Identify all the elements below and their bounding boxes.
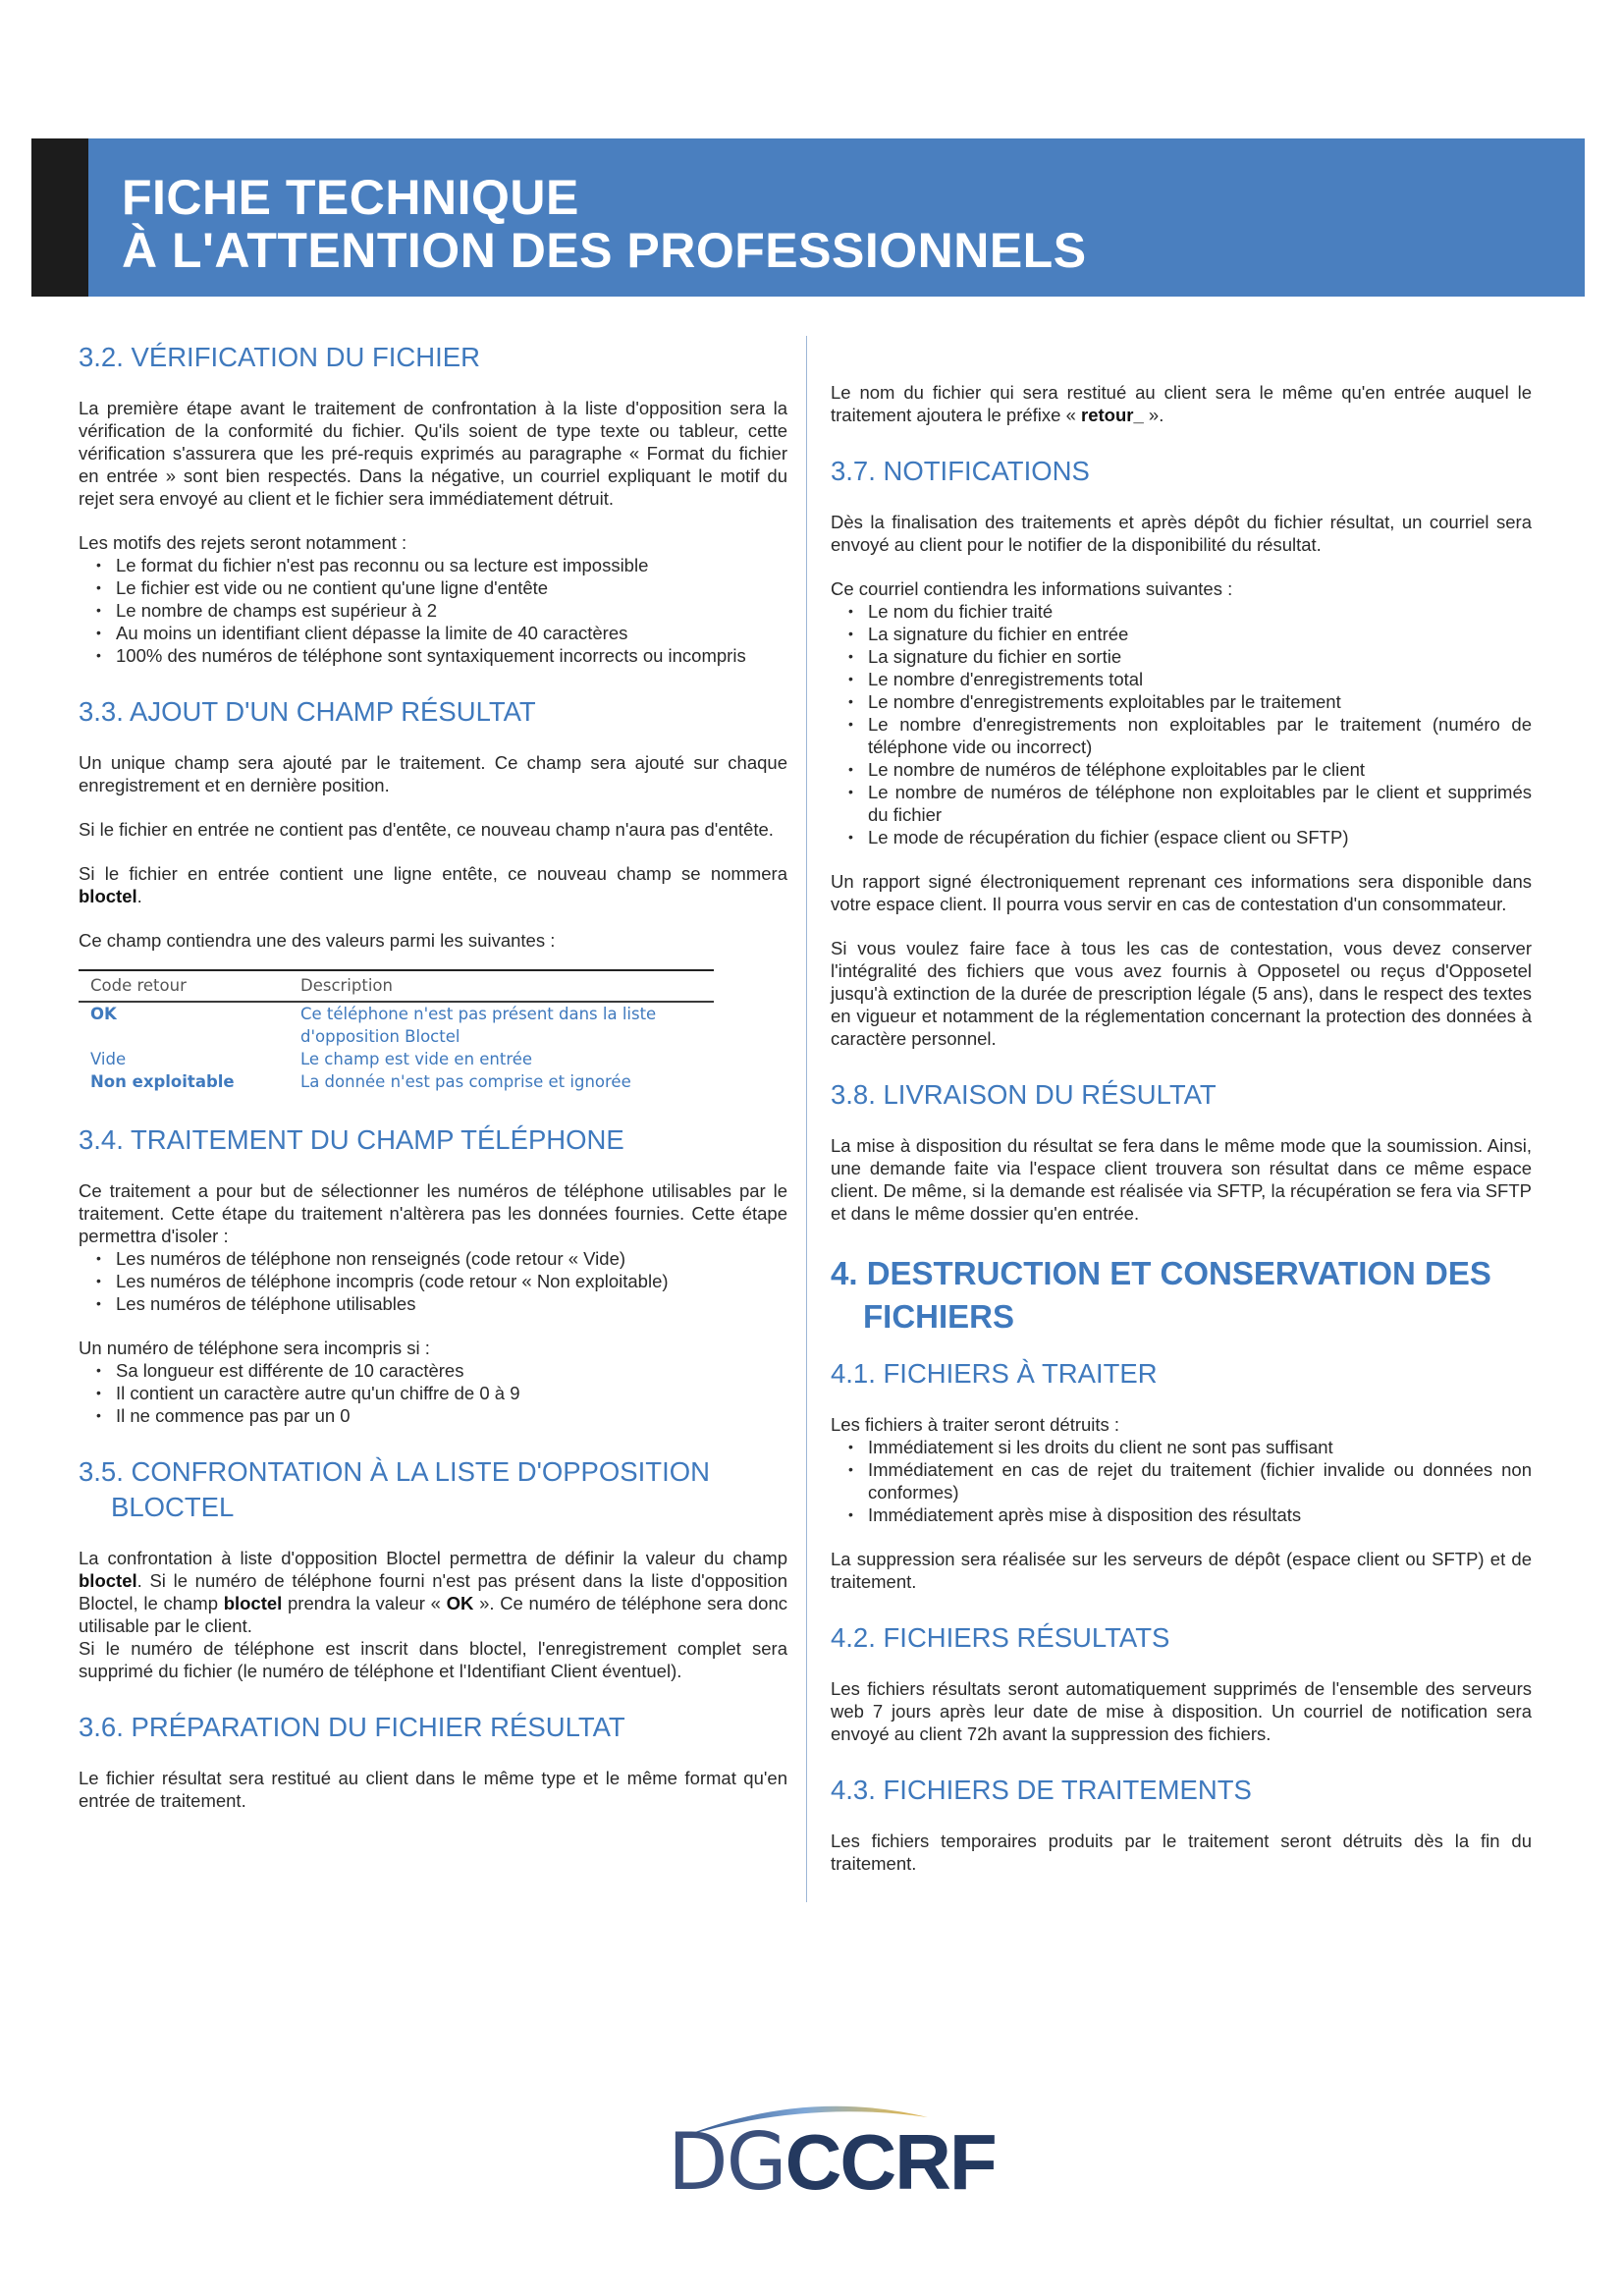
list-item: • Au moins un identifiant client dépasse la limite de 40 caractères: [116, 622, 787, 644]
list-item: • Le nombre de numéros de téléphone exploitables par le client: [868, 758, 1532, 781]
left-column: [79, 340, 787, 1839]
header-banner: [31, 138, 1585, 297]
cell-code: Non exploitable: [90, 1072, 235, 1091]
column-header-code: Code retour: [79, 970, 289, 1002]
phone-categories-list: [79, 1247, 787, 1315]
list-item: • Il ne commence pas par un 0: [116, 1404, 787, 1427]
bold-term: bloctel: [223, 1593, 283, 1613]
logo-wordmark: [668, 2116, 996, 2208]
section-4-title: [831, 1252, 1532, 1339]
invalid-phone-rules-list: [79, 1359, 787, 1427]
section-3-2-title: 3.2. VÉRIFICATION DU FICHIER: [79, 342, 480, 372]
section-4-2-title: 4.2. FICHIERS RÉSULTATS: [831, 1622, 1170, 1653]
list-item: • Sa longueur est différente de 10 caractères: [116, 1359, 787, 1382]
title-line: FICHIERS: [863, 1298, 1015, 1335]
cell-description: Ce téléphone n'est pas présent dans la liste d'opposition Bloctel: [300, 1005, 657, 1046]
section-3-7-paragraph-2: Ce courriel contiendra les informations suivantes :: [831, 578, 1233, 599]
section-3-5-paragraph-1: [79, 1547, 787, 1637]
list-item: • Les numéros de téléphone incompris (code retour « Non exploitable): [116, 1270, 787, 1292]
section-3-5: [79, 1454, 787, 1682]
list-item: • Le fichier est vide ou ne contient qu'une ligne d'entête: [116, 576, 787, 599]
files-destroyed-list: [831, 1436, 1532, 1526]
list-item: • Le nombre d'enregistrements total: [868, 668, 1532, 690]
section-4-3: [831, 1773, 1532, 1875]
title-line: 4. DESTRUCTION ET CONSERVATION DES: [831, 1255, 1491, 1291]
text-run: ». Ce numéro de téléphone sera donc utilisable par le client.: [79, 1593, 787, 1636]
section-4-1-title: 4.1. FICHIERS À TRAITER: [831, 1358, 1158, 1389]
list-item: • Le nombre de champs est supérieur à 2: [116, 599, 787, 622]
section-3-4-paragraph-1: Ce traitement a pour but de sélectionner les numéros de téléphone utilisables par le traitement. Cette étape du traitement n'altèrera pas les données fournies. Cette étape permettra d'isoler :: [79, 1180, 787, 1246]
bold-term: OK: [446, 1593, 474, 1613]
return-codes-table: [79, 969, 714, 1093]
section-3-6-paragraph-1: Le fichier résultat sera restitué au client dans le même type et le même format qu'en entrée de traitement.: [79, 1768, 787, 1811]
list-item: • Les numéros de téléphone non renseignés (code retour « Vide): [116, 1247, 787, 1270]
table-header-row: [79, 970, 714, 1002]
list-item: • Le nombre d'enregistrements exploitables par le traitement: [868, 690, 1532, 713]
list-item: • Le nombre de numéros de téléphone non exploitables par le client et supprimés du fichier: [868, 781, 1532, 826]
section-3-4-title: 3.4. TRAITEMENT DU CHAMP TÉLÉPHONE: [79, 1124, 624, 1155]
list-item: • Immédiatement en cas de rejet du traitement (fichier invalide ou données non conformes): [868, 1458, 1532, 1503]
section-3-8-title: 3.8. LIVRAISON DU RÉSULTAT: [831, 1079, 1217, 1110]
list-item: • Le nombre d'enregistrements non exploitables par le traitement (numéro de téléphone vide ou incorrect): [868, 713, 1532, 758]
list-item: • Le nom du fichier traité: [868, 600, 1532, 623]
section-4-3-paragraph-1: Les fichiers temporaires produits par le traitement seront détruits dès la fin du traitement.: [831, 1831, 1532, 1874]
section-3-3-paragraph-2: Si le fichier en entrée ne contient pas d'entête, ce nouveau champ n'aura pas d'entête.: [79, 819, 774, 840]
section-3-7-paragraph-4: Si vous voulez faire face à tous les cas de contestation, vous devez conserver l'intégralité des fichiers que vous avez fournis à Opposetel ou reçus d'Opposetel jusqu'à extinction de la durée de prescription légale (5 ans), dans le respect des textes en vigueur et notamment de la réglementation concernant la protection des données à caractère personnel.: [831, 938, 1532, 1049]
cell-description: Le champ est vide en entrée: [300, 1050, 533, 1068]
bold-term: bloctel: [79, 1570, 137, 1591]
title-line-2: À L'ATTENTION DES PROFESSIONNELS: [122, 223, 1087, 278]
bold-term: bloctel: [79, 886, 137, 906]
section-3-3: [79, 694, 787, 1093]
section-3-4: [79, 1122, 787, 1427]
section-3-8: [831, 1077, 1532, 1225]
section-3-3-paragraph-1: Un unique champ sera ajouté par le traitement. Ce champ sera ajouté sur chaque enregistrement et en dernière position.: [79, 752, 787, 795]
output-filename-paragraph: [831, 381, 1532, 426]
text-run: Le nom du fichier qui sera restitué au client sera le même qu'en entrée auquel le traitement ajoutera le préfixe «: [831, 382, 1532, 425]
column-header-description: Description: [289, 970, 714, 1002]
bold-term: retour_: [1081, 405, 1144, 425]
list-item: • Il contient un caractère autre qu'un chiffre de 0 à 9: [116, 1382, 787, 1404]
section-3-2-paragraph-2: Les motifs des rejets seront notamment :: [79, 532, 407, 553]
text-run: La confrontation à liste d'opposition Bloctel permettra de définir la valeur du champ: [79, 1548, 787, 1568]
section-3-7-paragraph-1: Dès la finalisation des traitements et après dépôt du fichier résultat, un courriel sera envoyé au client pour le notifier de la disponibilité du résultat.: [831, 512, 1532, 555]
section-3-4-paragraph-2: Un numéro de téléphone sera incompris si :: [79, 1338, 430, 1358]
section-3-8-paragraph-1: La mise à disposition du résultat se fera dans le même mode que la soumission. Ainsi, une demande faite via l'espace client trouvera son résultat dans ce même espace client. De même, si la demande est réalisée via SFTP, la récupération se fera via SFTP et dans le même dossier qu'en entrée.: [831, 1135, 1532, 1224]
section-4-2: [831, 1620, 1532, 1745]
section-3-5-paragraph-2: Si le numéro de téléphone est inscrit dans bloctel, l'enregistrement complet sera supprimé du fichier (le numéro de téléphone et l'Identifiant Client éventuel).: [79, 1638, 787, 1681]
section-3-7: [831, 454, 1532, 1050]
list-item: • La signature du fichier en entrée: [868, 623, 1532, 645]
text-run: prendra la valeur «: [282, 1593, 447, 1613]
section-3-7-paragraph-3: Un rapport signé électroniquement reprenant ces informations sera disponible dans votre espace client. Il pourra vous servir en cas de contestation d'un consommateur.: [831, 871, 1532, 914]
logo-dg: DG: [668, 2116, 785, 2208]
text-run: Si le fichier en entrée contient une ligne entête, ce nouveau champ se nommera: [79, 863, 787, 884]
table-row: [79, 1070, 714, 1093]
text-run: ».: [1143, 405, 1164, 425]
email-contents-list: [831, 600, 1532, 848]
list-item: • La signature du fichier en sortie: [868, 645, 1532, 668]
title-line: 3.5. CONFRONTATION À LA LISTE D'OPPOSITION: [79, 1456, 710, 1487]
cell-code: Vide: [90, 1050, 127, 1068]
text-run: . Si le numéro de téléphone fourni n'est pas présent dans la liste d'opposition Bloctel, le champ: [79, 1570, 787, 1613]
banner-stripe: [31, 138, 88, 297]
section-3-3-paragraph-4: Ce champ contiendra une des valeurs parmi les suivantes :: [79, 930, 556, 951]
section-3-3-title: 3.3. AJOUT D'UN CHAMP RÉSULTAT: [79, 696, 536, 727]
cell-code: OK: [90, 1005, 117, 1023]
list-item: • Le mode de récupération du fichier (espace client ou SFTP): [868, 826, 1532, 848]
column-divider: [806, 336, 807, 1902]
list-item: • Immédiatement après mise à disposition des résultats: [868, 1503, 1532, 1526]
section-3-7-title: 3.7. NOTIFICATIONS: [831, 456, 1090, 486]
section-4-2-paragraph-1: Les fichiers résultats seront automatiquement supprimés de l'ensemble des serveurs web 7 jours après leur date de mise à disposition. Un courriel de notification sera envoyé au client 72h avant la suppression des fichiers.: [831, 1678, 1532, 1744]
list-item: • Les numéros de téléphone utilisables: [116, 1292, 787, 1315]
text-run: .: [136, 886, 142, 906]
dgccrf-logo: [668, 2090, 996, 2208]
rejection-reasons-list: [79, 554, 787, 667]
list-item: • 100% des numéros de téléphone sont syntaxiquement incorrects ou incompris: [116, 644, 787, 667]
cell-description: La donnée n'est pas comprise et ignorée: [300, 1072, 631, 1091]
table-row: [79, 1048, 714, 1070]
section-3-2-paragraph-1: La première étape avant le traitement de confrontation à la liste d'opposition sera la vérification de la conformité du fichier. Qu'ils soient de type texte ou tableur, cette vérification s'assurera que les pré-requis exprimés au paragraphe « Format du fichier en entrée » sont bien respectés. Dans la négative, un courriel expliquant le motif du rejet sera envoyé au client et le fichier sera immédiatement détruit.: [79, 398, 787, 509]
list-item: • Le format du fichier n'est pas reconnu ou sa lecture est impossible: [116, 554, 787, 576]
section-3-3-paragraph-3: [79, 862, 787, 907]
title-line-1: FICHE TECHNIQUE: [122, 170, 579, 225]
section-3-2: [79, 340, 787, 667]
section-4-1-paragraph-2: La suppression sera réalisée sur les serveurs de dépôt (espace client ou SFTP) et de traitement.: [831, 1549, 1532, 1592]
table-row: [79, 1002, 714, 1048]
title-line: BLOCTEL: [111, 1492, 235, 1522]
list-item: • Immédiatement si les droits du client ne sont pas suffisant: [868, 1436, 1532, 1458]
right-column: [831, 381, 1532, 1902]
logo-ccrf: CCRF: [784, 2118, 996, 2206]
section-3-6-title: 3.6. PRÉPARATION DU FICHIER RÉSULTAT: [79, 1712, 625, 1742]
page-title: [122, 171, 1087, 277]
section-4-1-paragraph-1: Les fichiers à traiter seront détruits :: [831, 1414, 1120, 1435]
section-3-6: [79, 1710, 787, 1812]
section-3-5-title: [79, 1454, 787, 1525]
section-4-1: [831, 1356, 1532, 1593]
section-4-3-title: 4.3. FICHIERS DE TRAITEMENTS: [831, 1775, 1252, 1805]
